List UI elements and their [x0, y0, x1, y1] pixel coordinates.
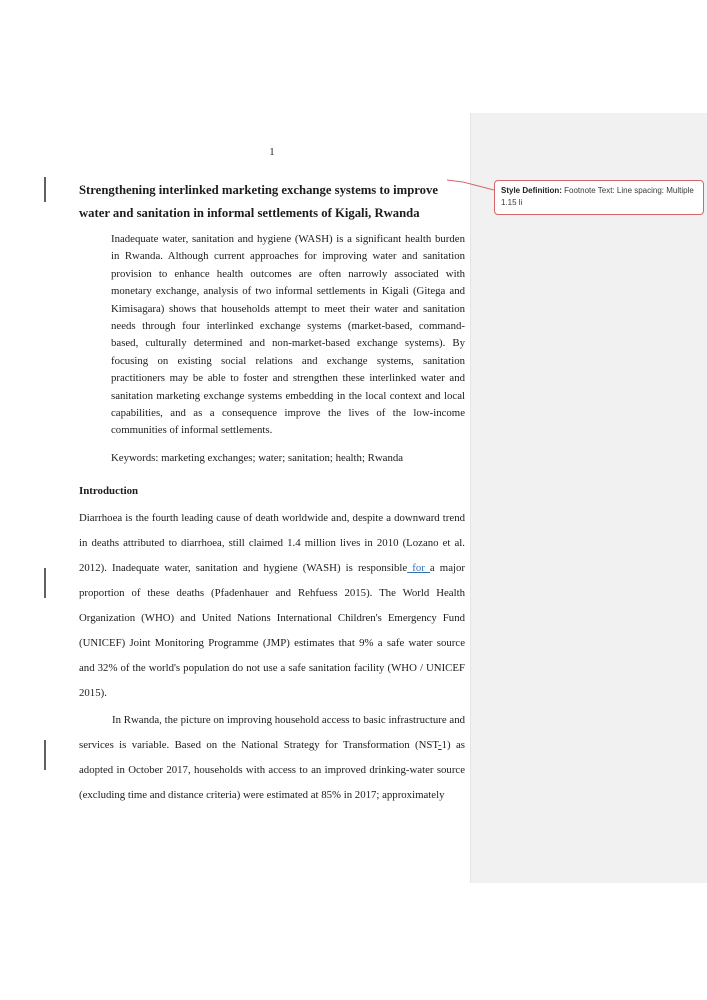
page-number: 1	[269, 146, 275, 158]
comment-text: Footnote Text: Line spacing: Multiple 1.15 li	[501, 186, 694, 207]
change-bar[interactable]	[44, 177, 46, 202]
change-bar[interactable]	[44, 740, 46, 770]
abstract-text: Inadequate water, sanitation and hygiene (WASH) is a significant health burden in Rwanda. Although current approaches for improving water and sanitation provision to enhance health outcomes are often narrowly associated with monetary exchange, analysis of two informal settlements in Kigali (Gitega and Kimisagara) shows that households attempt to meet their water and sanitation needs through four interlinked exchange systems (market-based, command-based, culturally determined and non-market-based exchange systems). By focusing on existing social relations and exchange systems, sanitation practitioners may be able to foster and strengthen these interlinked water and sanitation marketing exchange systems embedding in the local context and local capabilities, and as a consequence improve the lives of the low-income communities of informal settlements.	[111, 233, 465, 437]
introduction-heading: Introduction	[79, 485, 139, 497]
markup-area	[470, 113, 707, 883]
title-line-1: Strengthening interlinked marketing exchange systems to improve	[79, 183, 438, 197]
comment-label: Style Definition:	[501, 186, 562, 195]
title-line-2: water and sanitation in informal settlements of Kigali, Rwanda	[79, 206, 420, 220]
style-definition-comment[interactable]	[494, 180, 704, 215]
keywords-line: Keywords: marketing exchanges; water; sanitation; health; Rwanda	[111, 452, 404, 464]
change-bar[interactable]	[44, 568, 46, 598]
intro-paragraph-2: In Rwanda, the picture on improving household access to basic infrastructure and services is variable. Based on the National Strategy for Transformation (NST-1) as adopted in October 2017, households with access to an improved drinking-water source (excluding time and distance criteria) were estimated at 85% in 2017; approximately	[79, 714, 465, 801]
paper-title	[79, 179, 471, 225]
intro-paragraph-1: Diarrhoea is the fourth leading cause of death worldwide and, despite a downward trend in deaths attributed to diarrhoea, still claimed 1.4 million lives in 2010 (Lozano et al. 2012). Inadequate water, sanitation and hygiene (WASH) is responsible for a major proportion of these deaths (Pfadenhauer and Rehfuess 2015). The World Health Organization (WHO) and United Nations International Children's Emergency Fund (UNICEF) Joint Monitoring Programme (JMP) estimates that 9% a safe water source and 32% of the world's population do not use a safe sanitation facility (WHO / UNICEF 2015).	[79, 512, 465, 699]
